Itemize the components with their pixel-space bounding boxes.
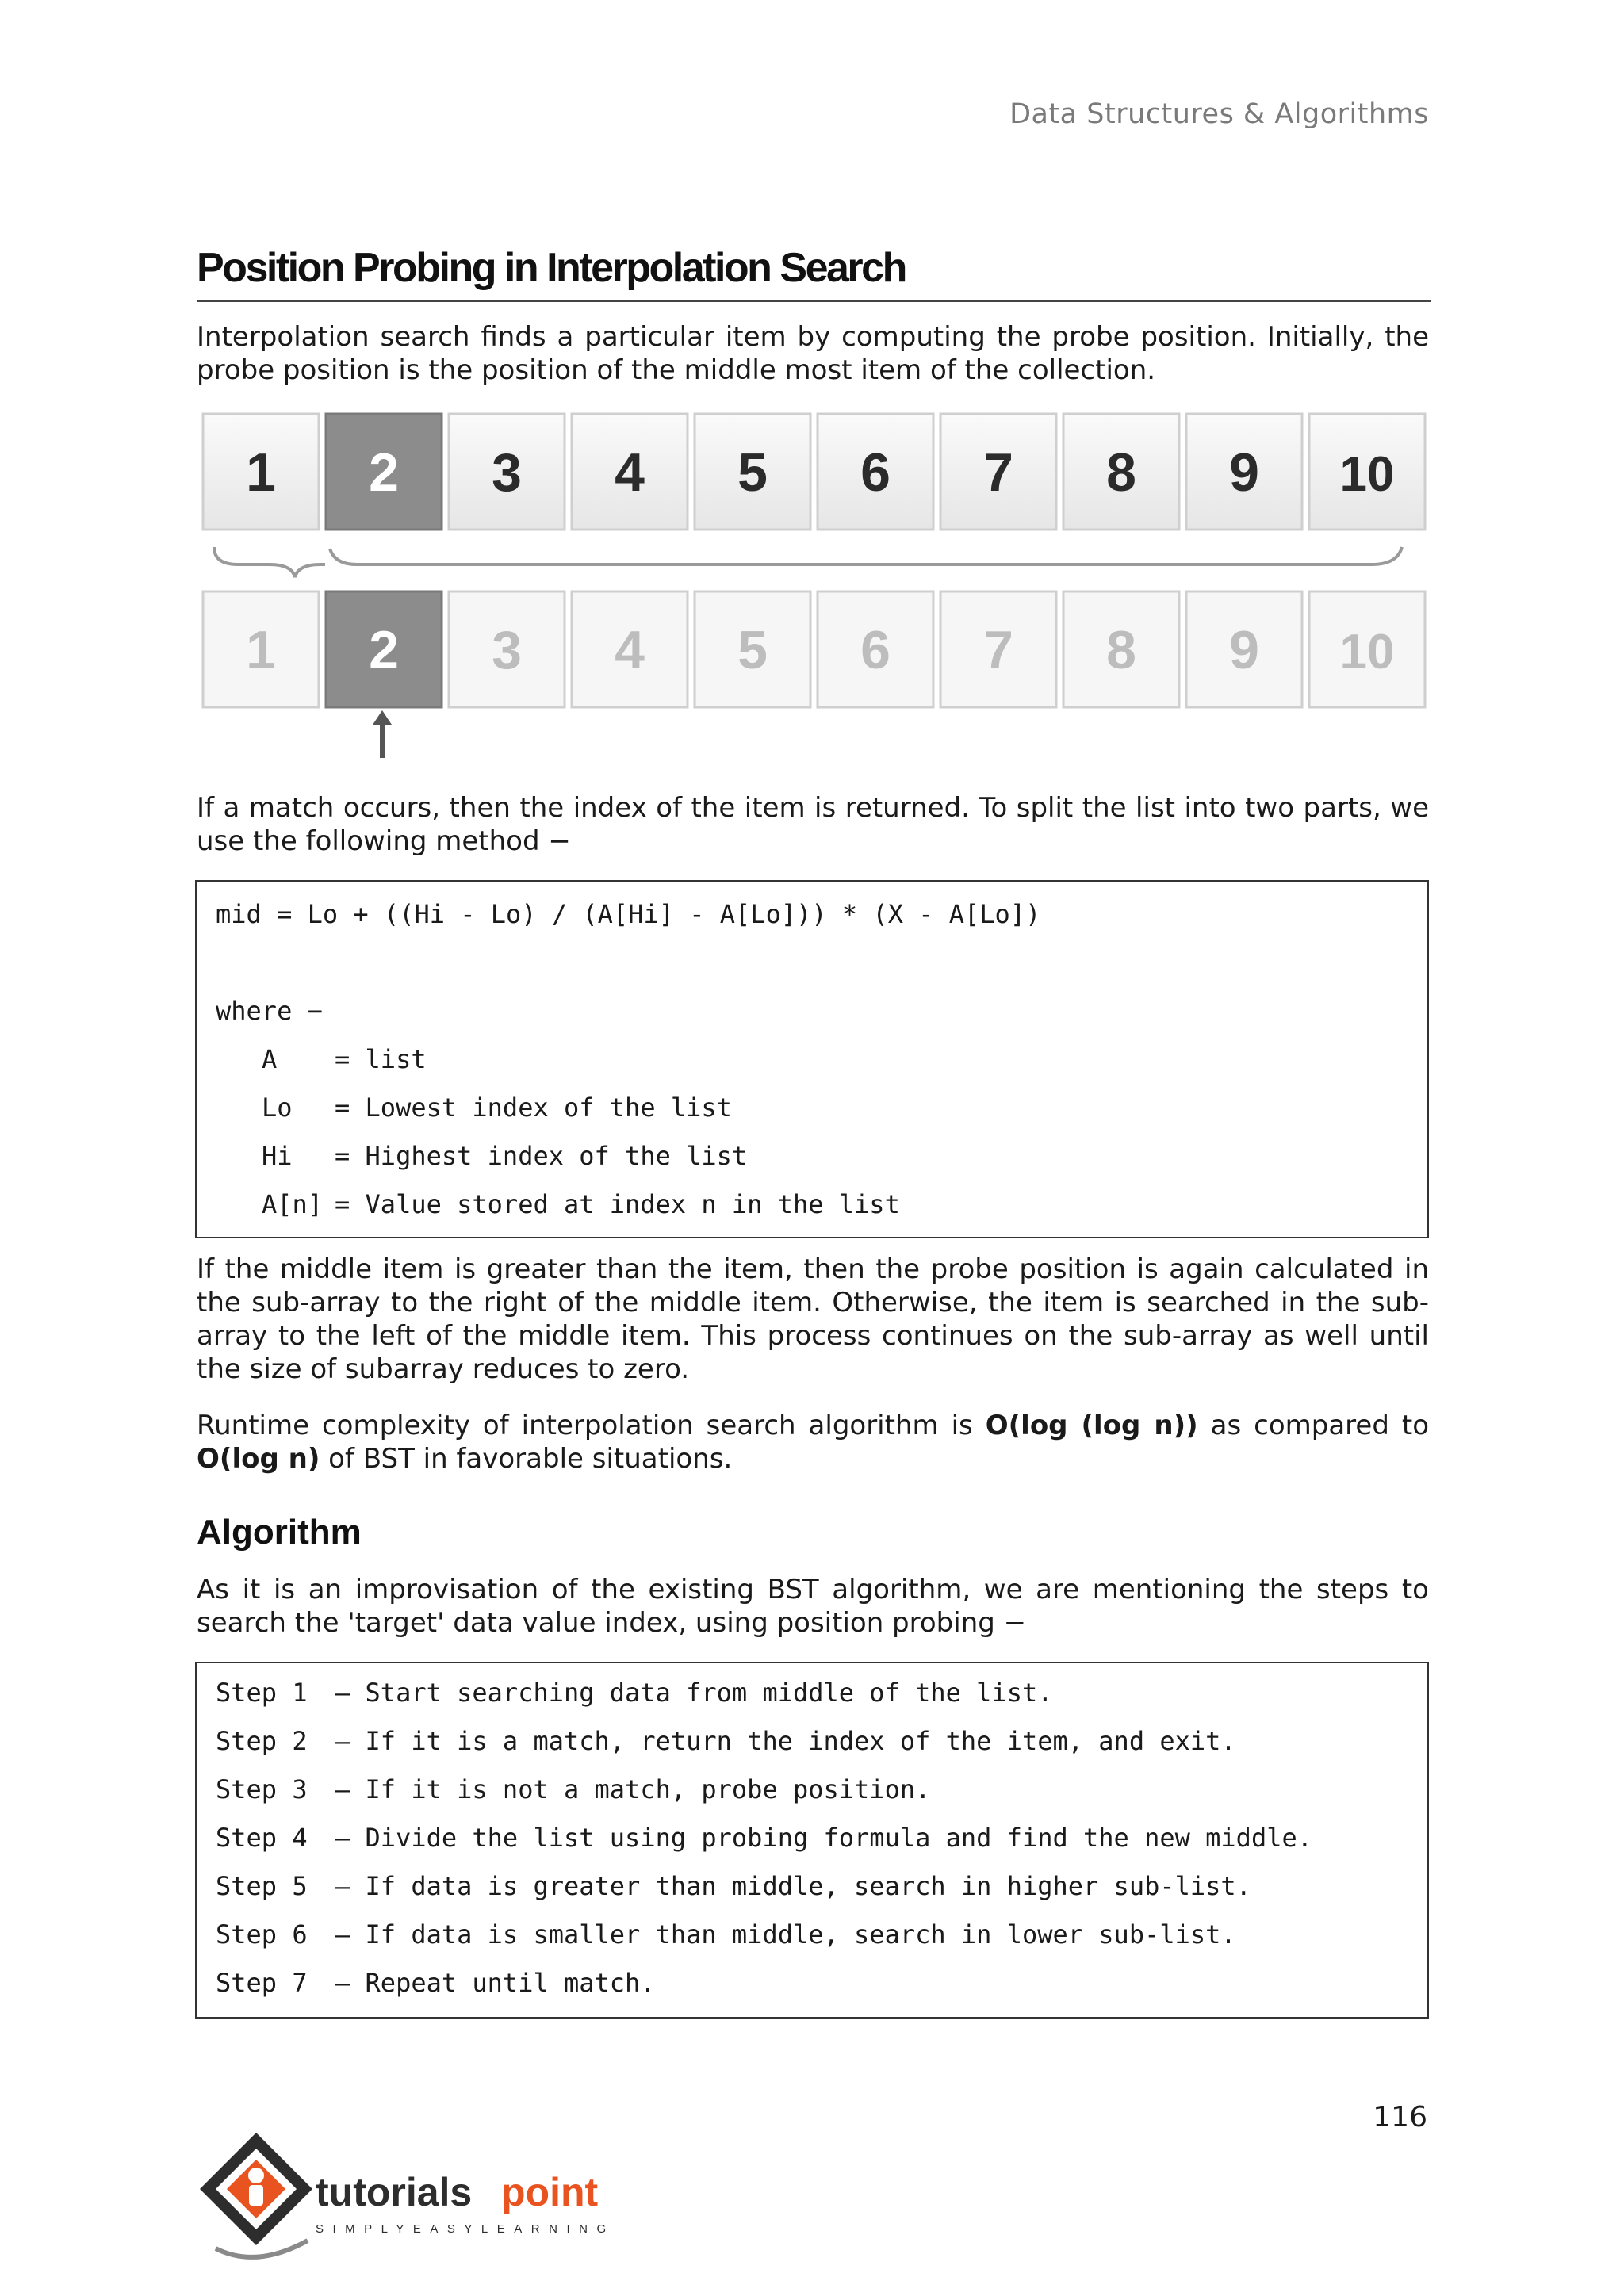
middle-item-paragraph: If the middle item is greater than the item, then the probe position is again calculated in the sub-array to the right of the middle item. Otherwise, the item is searched in the sub-array to the left of the middle item. This process continues on the sub-array as well until the size of subarray reduces to zero. <box>197 1253 1429 1385</box>
bottom-row-cell-value: 1 <box>246 620 276 680</box>
bottom-row-cell-value: 8 <box>1106 620 1136 680</box>
bst-complexity-bold: O(log n) <box>197 1443 320 1475</box>
top-row-cell <box>326 414 442 530</box>
running-header: Data Structures & Algorithms <box>1009 98 1429 130</box>
formula-line: mid = Lo + ((Hi - Lo) / (A[Hi] - A[Lo])) * (X - A[Lo]) <box>216 899 1041 929</box>
match-paragraph: If a match occurs, then the index of the item is returned. To split the list into two parts, we use the following method − <box>197 792 1429 857</box>
bottom-row-cell-value: 10 <box>1339 625 1395 679</box>
bottom-row-cell <box>695 591 810 707</box>
step-line <box>216 1726 1236 1756</box>
bottom-row-cell-value: 7 <box>983 620 1013 680</box>
definition-meaning: = Value stored at index n in the list <box>335 1189 900 1219</box>
top-row-cell-value: 7 <box>983 442 1013 503</box>
definition-name: Lo <box>262 1093 293 1123</box>
bottom-row-cell <box>1186 591 1302 707</box>
bottom-row-cell <box>1063 591 1179 707</box>
step-label: Step 6 <box>216 1919 308 1950</box>
logo-word-tutorials: tutorials <box>316 2170 473 2214</box>
left-partition-brace <box>214 547 325 577</box>
step-label: Step 2 <box>216 1726 308 1756</box>
top-row-cell-value: 3 <box>492 442 522 503</box>
step-text: – If data is greater than middle, search in higher sub-list. <box>335 1871 1251 1901</box>
step-label: Step 1 <box>216 1678 308 1708</box>
bottom-row-cell <box>572 591 688 707</box>
top-row-cell-value: 8 <box>1106 442 1136 503</box>
step-label: Step 3 <box>216 1774 308 1804</box>
runtime-paragraph <box>197 1409 1429 1475</box>
top-row-cell <box>940 414 1056 530</box>
top-row-cell <box>203 414 319 530</box>
definition-row <box>262 1141 747 1171</box>
intro-paragraph: Interpolation search finds a particular item by computing the probe position. Initially, the probe position is the position of the middle most item of the collection. <box>197 321 1429 386</box>
page-number: 116 <box>1373 2101 1427 2133</box>
step-line <box>216 1919 1236 1950</box>
formula-code-box <box>195 880 1429 1238</box>
top-row-cell-value: 9 <box>1229 442 1259 503</box>
step-text: – If it is a match, return the index of the item, and exit. <box>335 1726 1236 1756</box>
top-row-cell <box>572 414 688 530</box>
step-text: – If data is smaller than middle, search in lower sub-list. <box>335 1919 1236 1950</box>
bottom-row-cell <box>818 591 933 707</box>
probe-arrow-icon <box>373 710 392 758</box>
definition-name: Hi <box>262 1141 293 1171</box>
bottom-row-cell <box>940 591 1056 707</box>
top-row-cell <box>1186 414 1302 530</box>
top-row-cell <box>1063 414 1179 530</box>
right-partition-brace <box>330 547 1402 564</box>
top-row-cell <box>695 414 810 530</box>
algorithm-intro-paragraph: As it is an improvisation of the existing BST algorithm, we are mentioning the steps to search the 'target' data value index, using position probing − <box>197 1574 1429 1639</box>
definition-row <box>262 1093 732 1123</box>
definition-row <box>262 1189 900 1219</box>
step-label: Step 7 <box>216 1968 308 1998</box>
top-row-cell-value: 1 <box>246 442 276 503</box>
tutorialspoint-logo <box>197 2130 641 2272</box>
step-line <box>216 1823 1312 1853</box>
where-label: where − <box>216 996 323 1026</box>
section-title: Position Probing in Interpolation Search <box>197 244 1431 302</box>
step-text: – Repeat until match. <box>335 1968 656 1998</box>
bottom-row-cell <box>326 591 442 707</box>
top-row-cell-value: 6 <box>860 442 891 503</box>
logo-word-point: point <box>501 2170 599 2214</box>
step-text: – If it is not a match, probe position. <box>335 1774 931 1804</box>
probe-position-figure <box>198 404 1427 769</box>
step-line <box>216 1774 930 1804</box>
definition-meaning: = Lowest index of the list <box>335 1093 732 1123</box>
runtime-text: Runtime complexity of interpolation search algorithm is <box>197 1410 986 1441</box>
top-row-cell-value: 4 <box>615 442 645 503</box>
runtime-text: of BST in favorable situations. <box>320 1443 733 1475</box>
definition-name: A <box>262 1044 278 1074</box>
bottom-row-cell-value: 6 <box>860 620 891 680</box>
top-row-cell <box>449 414 565 530</box>
bottom-row-cell-value: 5 <box>737 620 768 680</box>
bottom-row-cell <box>1309 591 1425 707</box>
step-line <box>216 1871 1251 1901</box>
step-line <box>216 1968 656 1998</box>
top-row-cell-value: 2 <box>369 442 399 503</box>
definition-meaning: = list <box>335 1044 427 1074</box>
bottom-row-cell-value: 2 <box>369 620 399 680</box>
bottom-row-cell-value: 9 <box>1229 620 1259 680</box>
top-row-cell <box>818 414 933 530</box>
bottom-row-cell-value: 4 <box>615 620 645 680</box>
bottom-row-cell <box>203 591 319 707</box>
definition-meaning: = Highest index of the list <box>335 1141 748 1171</box>
top-row-cell-value: 5 <box>737 442 768 503</box>
bottom-row-cell-value: 3 <box>492 620 522 680</box>
definition-row <box>262 1044 427 1074</box>
diamond-icon <box>200 2133 312 2257</box>
runtime-text: as compared to <box>1197 1410 1430 1441</box>
runtime-complexity-bold: O(log (log n)) <box>985 1410 1198 1441</box>
definition-name: A[n] <box>262 1189 324 1219</box>
bottom-row-cell <box>449 591 565 707</box>
top-row-cell-value: 10 <box>1339 447 1395 502</box>
step-text: – Start searching data from middle of the list. <box>335 1678 1053 1708</box>
step-label: Step 4 <box>216 1823 308 1853</box>
algorithm-heading: Algorithm <box>197 1513 362 1552</box>
step-text: – Divide the list using probing formula and find the new middle. <box>335 1823 1312 1853</box>
step-label: Step 5 <box>216 1871 308 1901</box>
step-line <box>216 1678 1052 1708</box>
algorithm-steps-box <box>195 1662 1429 2019</box>
logo-tagline: SIMPLYEASYLEARNING <box>316 2222 615 2236</box>
top-row-cell <box>1309 414 1425 530</box>
